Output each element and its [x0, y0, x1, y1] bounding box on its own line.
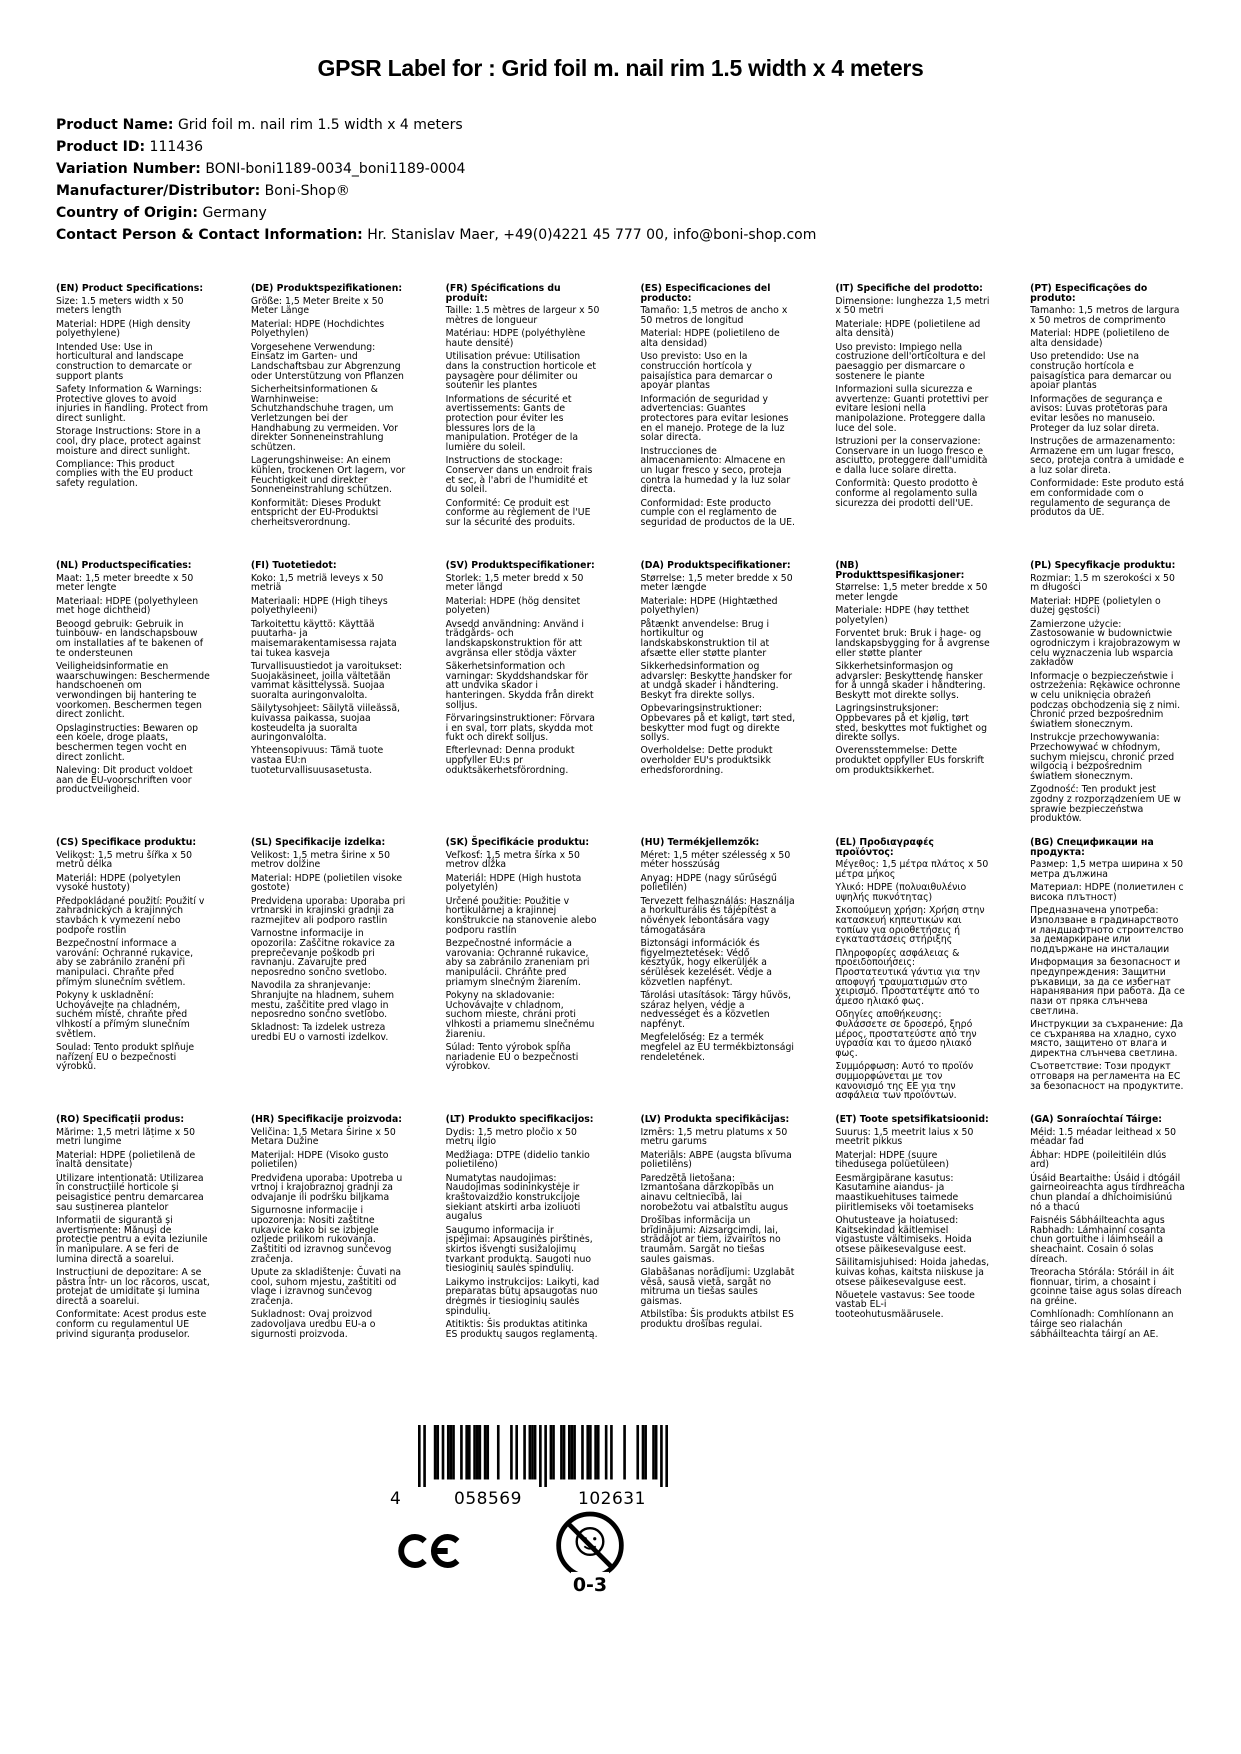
product-info-value: Grid foil m. nail rim 1.5 width x 4 meters [177, 117, 463, 133]
spec-paragraph: Conformité: Ce produit est conforme au règlement de l'UE sur la sécurité des produits. [445, 497, 591, 528]
spec-paragraph: Información de seguridad y advertencias: Guantes protectores para evitar lesiones en el manejo. Protege de la luz solar directa. [640, 393, 789, 444]
spec-paragraph: Säilitamisjuhised: Hoida jahedas, kuivas kohas, kaitsta niiskuse ja otsese päikesevalguse eest. [835, 1257, 990, 1288]
spec-paragraph: Instructions de stockage: Conserver dans un endroit frais et sec, à l'abri de l'humidité et du soleil. [445, 455, 593, 496]
spec-paragraph: Mărime: 1,5 metri lățime x 50 metri lungime [56, 1126, 196, 1148]
spec-heading-bg: (BG) Спецификации на продукта: [1030, 837, 1154, 858]
product-info-label: Product Name: [56, 117, 174, 133]
spec-paragraph: Materiál: HDPE (High hustota polyetylén) [445, 872, 582, 894]
spec-paragraph: Materiāls: ABPE (augsta blīvuma polietilēns) [640, 1149, 792, 1171]
spec-heading-nb: (NB) Produkttspesifikasjoner: [835, 560, 965, 581]
spec-heading-it: (IT) Specifiche del prodotto: [835, 283, 983, 294]
spec-column-da [640, 561, 795, 779]
spec-column-cs [56, 838, 211, 1075]
spec-paragraph: Anyag: HDPE (nagy sűrűségű polietilén) [640, 872, 777, 894]
spec-column-sv [446, 561, 601, 779]
spec-paragraph: Avsedd användning: Använd i trädgårds- och landskapskonstruktion för att avgränsa eller stödja växter [445, 618, 585, 659]
product-info-value: Hr. Stanislav Maer, +49(0)4221 45 777 00, info@boni-shop.com [367, 227, 817, 243]
spec-paragraph: Ohutusteave ja hoiatused: Kaitsekindad käitlemisel vigastuste vältimiseks. Hoida otsese päikesevalguse eest. [835, 1214, 972, 1255]
spec-column-de [251, 284, 406, 531]
spec-paragraph: Predviđena uporaba: Upotreba u vrtnoj i krajobraznoj gradnji za odvajanje ili podršku biljkama [250, 1172, 403, 1203]
spec-paragraph: Sikkerhedsinformation og advarsler: Beskytte handsker for at undgå skader i håndtering. Beskyt fra direkte sollys. [640, 660, 793, 701]
spec-paragraph: Bezpečnostné informácie a varovania: Ochranné rukavice, aby sa zabránilo zraneniam pri manipulácii. Chráňte pred priamym slnečným žiarením. [445, 937, 590, 988]
spec-paragraph: Materiale: HDPE (Hightæthed polyethylen) [640, 595, 778, 617]
product-info-value: Boni-Shop® [264, 183, 350, 199]
spec-paragraph: Tervezett felhasználás: Használja a horkulturális és tájépítést a növények lebontására vagy támogatására [640, 895, 795, 936]
spec-paragraph: Πληροφορίες ασφάλειας & προειδοποιήσεις: Προστατευτικά γάντια για την αποφυγή τραυματισμών στο χειρισμό. Προστατέψτε από το άμεσο ηλιακό φως. [835, 947, 980, 1008]
spec-paragraph: Safety Information & Warnings: Protective gloves to avoid injuries in handling. Protect from direct sunlight. [56, 383, 209, 424]
spec-paragraph: Megfelelőség: Ez a termék megfelel az EU termékbiztonsági rendeletének. [640, 1032, 794, 1063]
spec-paragraph: Nõuetele vastavus: See toode vastab EL-i tooteohutusmäärusele. [835, 1289, 975, 1321]
spec-column-hr [251, 1115, 406, 1343]
spec-paragraph: Materjal: HDPE (suure tihedusega polüetüleen) [835, 1149, 949, 1171]
spec-paragraph: Vorgesehene Verwendung: Einsatz im Garten- und Landschaftsbau zur Abgrenzung oder Unterstützung von Pflanzen [250, 341, 404, 382]
spec-column-nl [56, 561, 211, 798]
spec-paragraph: Zamierzone użycie: Zastosowanie w budownictwie ogrodniczym i krajobrazowym w celu wyznaczenia lub wsparcia zakładów [1030, 618, 1181, 669]
age-warning-icon [552, 1503, 628, 1601]
spec-paragraph: Bezpečnostní informace a varování: Ochranné rukavice, aby se zabránilo zranění při manipulaci. Chraňte před přímým slunečním světlem. [56, 937, 194, 988]
spec-paragraph: Conformitate: Acest produs este conform cu regulamentul UE privind siguranța produselor. [56, 1309, 207, 1340]
gpsr-label-page [0, 55, 1241, 1754]
product-info-row [56, 158, 1241, 180]
spec-heading-sl: (SL) Specifikacije izdelka: [250, 837, 386, 848]
spec-row [56, 838, 1185, 1115]
barcode-digits-group2: 102631 [578, 1489, 646, 1509]
spec-column-ga [1030, 1115, 1185, 1343]
spec-paragraph: Ábhar: HDPE (poileitiléin dlús ard) [1030, 1149, 1167, 1171]
spec-paragraph: Informații de siguranță și avertismente: Mănuși de protecție pentru a evita leziunile în manipulare. A se feri de lumina directă a soarelui. [56, 1214, 208, 1265]
page-title: GPSR Label for : Grid foil m. nail rim 1.5 width x 4 meters [317, 55, 924, 81]
spec-row [56, 284, 1185, 561]
spec-heading-el: (EL) Προδιαγραφές προϊόντος: [835, 837, 934, 858]
spec-paragraph: Instrucțiuni de depozitare: A se păstra într- un loc răcoros, uscat, protejat de umiditate și lumina directă a soarelui. [56, 1266, 210, 1307]
spec-paragraph: Instrukcje przechowywania: Przechowywać w chłodnym, suchym miejscu, chronić przed wilgocią i bezpośrednim światłem słonecznym. [1030, 732, 1175, 783]
spec-paragraph: Beoogd gebruik: Gebruik in tuinbouw- en landschapsbouw om installaties af te bakenen of te ondersteunen [56, 618, 204, 659]
spec-paragraph: Информация за безопасност и предупреждения: Защитни ръкавици, за да се избегнат наранявания при работа. Да се пази от пряка слънчева светлина. [1030, 957, 1185, 1017]
spec-paragraph: Съответствие: Този продукт отговаря на регламента на ЕС за безопасност на продуктите. [1030, 1061, 1184, 1092]
spec-paragraph: Intended Use: Use in horticultural and landscape construction to demarcate or support plants [56, 341, 192, 382]
ce-mark-icon [398, 1523, 466, 1579]
spec-paragraph: Инструкции за съхранение: Да се съхранява на хладно, сухо място, защитено от влага и директна слънчева светлина. [1030, 1018, 1184, 1060]
spec-heading-lt: (LT) Produkto specifikacijos: [445, 1114, 594, 1125]
spec-paragraph: Informacje o bezpieczeństwie i ostrzeżenia: Rękawice ochronne w celu uniknięcia obrażeń podczas obchodzenia się z nimi. Chronić przed bezpośrednim światłem słonecznym. [1030, 670, 1181, 731]
spec-paragraph: Eesmärgipärane kasutus: Kasutamine aiandus- ja maastikuehituses taimede piiritlemiseks või toetamiseks [835, 1172, 974, 1213]
spec-column-fi [251, 561, 406, 779]
spec-paragraph: Maat: 1,5 meter breedte x 50 meter lengte [56, 572, 194, 594]
spec-paragraph: Laikymo instrukcijos: Laikyti, kad preparatas būtų apsaugotas nuo drėgmės ir tiesioginių saulės spindulių. [445, 1276, 600, 1317]
spec-heading-hu: (HU) Termékjellemzők: [640, 837, 760, 848]
spec-paragraph: Conformità: Questo prodotto è conforme al regolamento sulla sicurezza dei prodotti dell'UE. [835, 478, 978, 509]
product-info-row [56, 202, 1241, 224]
spec-paragraph: Material: HDPE (Hochdichtes Polyethylen) [250, 318, 385, 340]
spec-paragraph: Σκοπούμενη χρήση: Χρήση στην κατασκευή κηπευτικών και τοπίων για οριοθετήσεις ή εγκαταστάσεις στήριξης [835, 905, 985, 946]
spec-paragraph: Material: HDPE (polietileno de alta densidade) [1030, 328, 1170, 350]
spec-paragraph: Koko: 1,5 metriä leveys x 50 metriä [250, 572, 384, 594]
spec-column-fr [446, 284, 601, 531]
spec-paragraph: Numatytas naudojimas: Naudojimas sodininkystėje ir kraštovaizdžio konstrukcijoje siekiant atskirti arba izoliuoti augalus [445, 1172, 581, 1223]
footer [0, 1415, 1241, 1655]
product-info-row [56, 224, 1241, 246]
spec-paragraph: Skladnost: Ta izdelek ustreza uredbi EU o varnosti izdelkov. [250, 1022, 389, 1044]
spec-paragraph: Yhteensopivuus: Tämä tuote vastaa EU:n tuoteturvallisuusasetusta. [250, 745, 384, 776]
spec-paragraph: Suurus: 1,5 meetrit laius x 50 meetrit pikkus [835, 1126, 974, 1148]
spec-paragraph: Material: HDPE (polietilenă de înaltă densitate) [56, 1149, 196, 1171]
spec-paragraph: Opbevaringsinstruktioner: Opbevares på et køligt, tørt sted, beskytter mod fugt og direkte sollys. [640, 703, 796, 744]
spec-column-pl [1030, 561, 1185, 828]
spec-paragraph: Storage Instructions: Store in a cool, dry place, protect against moisture and direct sunlight. [56, 426, 201, 457]
spec-heading-de: (DE) Produktspezifikationen: [250, 283, 403, 294]
spec-paragraph: Größe: 1,5 Meter Breite x 50 Meter Länge [250, 295, 384, 317]
product-info-row [56, 180, 1241, 202]
spec-paragraph: Tárolási utasítások: Tárgy hűvös, száraz helyen, védje a nedvességet és a közvetlen napfényt. [640, 989, 791, 1030]
barcode-digit-left: 4 [390, 1489, 402, 1509]
spec-paragraph: Материал: HDPE (полиетилен с висока плътност) [1030, 882, 1184, 904]
spec-paragraph: Istruzioni per la conservazione: Conservare in un luogo fresco e asciutto, proteggere dall'umidità e dalla luce solare diretta. [835, 435, 988, 476]
spec-paragraph: Sikkerhetsinformasjon og advarsler: Beskyttende hansker for å unngå skader i håndtering. Beskytt mot direkte sollys. [835, 660, 986, 701]
spec-heading-nl: (NL) Productspecificaties: [56, 560, 192, 571]
specs-grid [0, 284, 1241, 1415]
spec-paragraph: Οδηγίες αποθήκευσης: Φυλάσσετε σε δροσερό, ξηρό μέρος, προστατεύστε από την υγρασία και το άμεσο ηλιακό φως. [835, 1009, 977, 1060]
product-info-row [56, 114, 1241, 136]
spec-paragraph: Uso pretendido: Use na construção hortícola e paisagística para demarcar ou apoiar plantas [1030, 351, 1172, 392]
spec-heading-hr: (HR) Specifikacije proizvoda: [250, 1114, 402, 1125]
spec-column-et [835, 1115, 990, 1323]
spec-paragraph: Utilisation prévue: Utilisation dans la construction horticole et paysagère pour délimiter ou soutenir les plantes [445, 351, 597, 392]
spec-paragraph: Compliance: This product complies with the EU product safety regulation. [56, 458, 193, 490]
spec-heading-sk: (SK) Špecifikácie produktu: [445, 837, 590, 848]
spec-paragraph: Sigurnosne informacije i upozorenja: Nositi zaštitne rukavice kako bi se izbjegle ozljede prilikom rukovanja. Zaštititi od izravnog sunčevog zračenja. [250, 1205, 392, 1265]
spec-column-bg [1030, 838, 1185, 1095]
spec-heading-lv: (LV) Produkta specifikācijas: [640, 1114, 790, 1125]
spec-paragraph: Material: HDPE (polietilen visoke gostote) [250, 872, 403, 894]
spec-paragraph: Påtænkt anvendelse: Brug i hortikultur og landskabskonstruktion til at afsætte eller støtte planter [640, 618, 770, 659]
spec-column-nb [835, 561, 990, 779]
spec-paragraph: Utilizare intenționată: Utilizarea în construcțiile horticole și peisagistice pentru demarcarea sau susținerea plantelor [56, 1172, 204, 1213]
spec-paragraph: Biztonsági információk és figyelmeztetések: Védő kesztyűk, hogy elkerüljék a sérülések kezelését. Védje a közvetlen napfényt. [640, 937, 772, 988]
spec-column-hu [640, 838, 795, 1066]
spec-paragraph: Overensstemmelse: Dette produktet oppfyller EUs forskrift om produktsikkerhet. [835, 745, 985, 776]
spec-paragraph: Atitiktis: Šis produktas atitinka ES produktų saugos reglamentą. [445, 1318, 598, 1340]
spec-heading-pl: (PL) Specyfikacje produktu: [1030, 560, 1176, 571]
spec-paragraph: Størrelse: 1,5 meter bredde x 50 meter lengde [835, 582, 988, 604]
spec-paragraph: Informations de sécurité et avertissements: Gants de protection pour éviter les blessures lors de la manipulation. Protéger de la lumière du soleil. [445, 393, 579, 454]
spec-paragraph: Tarkoitettu käyttö: Käyttää puutarha- ja maisemarakentamisessa rajata tai tukea kasveja [250, 618, 397, 659]
spec-row [56, 1115, 1185, 1415]
spec-paragraph: Lagerungshinweise: An einem kühlen, trockenen Ort lagern, vor Feuchtigkeit und direkter Sonneneinstrahlung schützen. [250, 455, 406, 496]
spec-heading-da: (DA) Produktspecifikationer: [640, 560, 791, 571]
product-info-label: Product ID: [56, 139, 146, 155]
spec-paragraph: Conformidad: Este producto cumple con el reglamento de seguridad de productos de la UE. [640, 497, 795, 528]
spec-paragraph: Předpokládané použití: Použití v zahradnických a krajinných stavbách k vymezení nebo podpoře rostlin [56, 895, 205, 936]
spec-paragraph: Size: 1.5 meters width x 50 meters length [56, 295, 184, 317]
product-info-label: Country of Origin: [56, 205, 198, 221]
spec-paragraph: Υλικό: HDPE (πολυαιθυλένιο υψηλής πυκνότητας) [835, 882, 967, 904]
spec-column-it [835, 284, 990, 512]
spec-paragraph: Zgodność: Ten produkt jest zgodny z rozporządzeniem UE w sprawie bezpieczeństwa produktów. [1030, 784, 1181, 825]
spec-paragraph: Предназначена употреба: Използване в градинарството и ландшафтното строителство за демаркиране или поддържане на инсталации [1030, 905, 1184, 956]
spec-paragraph: Treoracha Stórála: Stóráil in áit fionnuar, tirim, a chosaint i gcoinne taise agus solas díreach na gréine. [1030, 1266, 1182, 1307]
spec-column-ro [56, 1115, 211, 1343]
spec-paragraph: Veličina: 1,5 Metara Širine x 50 Metara Dužine [250, 1126, 396, 1148]
spec-paragraph: Conformidade: Este produto está em conformidade com o regulamento de segurança de produtos da UE. [1030, 478, 1185, 519]
product-info-value: Germany [202, 205, 267, 221]
spec-paragraph: Uso previsto: Uso en la construcción hortícola y paisajística para demarcar o apoyar plantas [640, 351, 773, 392]
spec-paragraph: Uso previsto: Impiego nella costruzione dell'orticoltura e del paesaggio per dismarcare o sostenere le piante [835, 341, 986, 382]
spec-heading-fi: (FI) Tuotetiedot: [250, 560, 337, 571]
spec-paragraph: Navodila za shranjevanje: Shranjujte na hladnem, suhem mestu, zaščitite pred vlago in neposredno sončno svetlobo. [250, 980, 395, 1021]
spec-paragraph: Forventet bruk: Bruk i hage- og landskapsbygging for å avgrense eller støtte planter [835, 628, 990, 659]
spec-column-sk [446, 838, 601, 1075]
spec-paragraph: Úsáid Beartaithe: Úsáid i dtógáil gairneoireachta agus tírdhreacha chun plandaí a dhíchoimisiúnú nó a thacú [1030, 1172, 1185, 1213]
spec-column-el [835, 838, 990, 1105]
spec-column-es [640, 284, 795, 531]
spec-paragraph: Material: HDPE (High density polyethylene) [56, 318, 191, 340]
spec-paragraph: Material: HDPE (polietileno de alta densidad) [640, 328, 780, 350]
spec-paragraph: Určené použitie: Použitie v hortikulárnej a krajinnej konštrukcie na stanovenie alebo podporu rastlín [445, 895, 597, 936]
spec-paragraph: Saugumo informacija ir įspėjimai: Apsauginės pirštinės, skirtos išvengti susižalojimų tvarkant produktą. Saugoti nuo tiesioginių saulės spindulių. [445, 1224, 593, 1275]
spec-heading-cs: (CS) Specifikace produktu: [56, 837, 197, 848]
spec-paragraph: Velikost: 1,5 metru šířka x 50 metrů délka [56, 849, 193, 871]
product-info-value: 111436 [149, 139, 203, 155]
spec-paragraph: Comhlíonadh: Comhlíonann an táirge seo rialachán sábháilteachta táirgí an AE. [1030, 1309, 1174, 1340]
spec-paragraph: Atbilstība: Šis produkts atbilst ES produktu drošības regulai. [640, 1309, 794, 1330]
spec-paragraph: Storlek: 1,5 meter bredd x 50 meter längd [445, 572, 584, 594]
spec-heading-pt: (PT) Especificações do produto: [1030, 283, 1148, 304]
spec-paragraph: Veľkosť: 1,5 metra šírka x 50 metrov dĺžka [445, 849, 580, 871]
spec-heading-es: (ES) Especificaciones del producto: [640, 283, 771, 304]
spec-paragraph: Säilytysohjeet: Säilytä viileässä, kuivassa paikassa, suojaa kosteudelta ja suoralta auringonvalolta. [250, 703, 400, 744]
spec-paragraph: Instrucciones de almacenamiento: Almacene en un lugar fresco y seco, proteja contra la humedad y la luz solar directa. [640, 445, 791, 496]
spec-paragraph: Размер: 1,5 метра ширина x 50 метра дължина [1030, 859, 1184, 881]
spec-paragraph: Méid: 1.5 méadar leithead x 50 méadar fad [1030, 1126, 1177, 1148]
spec-paragraph: Størrelse: 1,5 meter bredde x 50 meter længde [640, 572, 793, 594]
spec-paragraph: Taille: 1.5 mètres de largeur x 50 mètres de longueur [445, 305, 600, 327]
spec-paragraph: Predvidena uporaba: Uporaba pri vrtnarski in krajinski gradnji za razmejitev ali podporo rastlin [250, 895, 406, 926]
spec-paragraph: Rozmiar: 1.5 m szerokości x 50 m długości [1030, 572, 1175, 594]
barcode-digits-group1: 058569 [454, 1489, 522, 1509]
spec-column-sl [251, 838, 406, 1046]
spec-paragraph: Material: HDPE (hög densitet polyeten) [445, 595, 581, 617]
spec-paragraph: Súlad: Tento výrobok spĺňa nariadenie EÚ o bezpečnosti výrobkov. [445, 1041, 579, 1073]
spec-paragraph: Velikost: 1,5 metra širine x 50 metrov dolžine [250, 849, 390, 871]
spec-paragraph: Materijal: HDPE (Visoko gusto polietilen) [250, 1149, 389, 1171]
spec-column-lv [640, 1115, 795, 1333]
spec-paragraph: Naleving: Dit product voldoet aan de EU-voorschriften voor productveiligheid. [56, 764, 193, 796]
spec-paragraph: Tamanho: 1,5 metros de largura x 50 metros de comprimento [1030, 305, 1180, 327]
spec-paragraph: Varnostne informacije in opozorila: Zaščitne rokavice za preprečevanje poškodb pri ravnanju. Zavarujte pred neposredno sončno svetlobo. [250, 928, 395, 978]
spec-paragraph: Drošības informācija un brīdinājumi: Aizsargcimdi, lai, strādājot ar tiem, izvairītos no traumām. Sargāt no tiešas saules gaismas. [640, 1214, 781, 1265]
spec-paragraph: Materiaali: HDPE (High tiheys polyethyleeni) [250, 595, 388, 617]
age-warning-label: 0-3 [572, 1573, 608, 1596]
spec-paragraph: Informações de segurança e avisos: Luvas protetoras para evitar lesões no manuseio. Proteger da luz solar direta. [1030, 393, 1168, 434]
spec-heading-et: (ET) Toote spetsifikatsioonid: [835, 1114, 989, 1125]
spec-column-en [56, 284, 211, 492]
spec-paragraph: Μέγεθος: 1,5 μέτρα πλάτος x 50 μέτρα μήκος [835, 859, 989, 881]
product-info-label: Manufacturer/Distributor: [56, 183, 261, 199]
product-info [56, 114, 1241, 246]
spec-paragraph: Overholdelse: Dette produkt overholder EU's produktsikk erhedsforordning. [640, 745, 773, 776]
spec-heading-ga: (GA) Sonraíochtaí Táirge: [1030, 1114, 1162, 1125]
spec-paragraph: Upute za skladištenje: Čuvati na cool, suhom mjestu, zaštititi od vlage i izravnog sunčevog zračenja. [250, 1266, 402, 1307]
spec-paragraph: Tamaño: 1,5 metros de ancho x 50 metros de longitud [640, 305, 788, 327]
spec-paragraph: Materiał: HDPE (polietylen o dużej gęstości) [1030, 595, 1161, 617]
spec-heading-fr: (FR) Spécifications du produit: [445, 283, 561, 304]
spec-paragraph: Konformität: Dieses Produkt entspricht der EU-Produktsi cherheitsverordnung. [250, 497, 381, 528]
barcode [418, 1425, 668, 1487]
spec-paragraph: Materiaal: HDPE (polyethyleen met hoge dichtheid) [56, 595, 199, 617]
spec-heading-ro: (RO) Specificații produs: [56, 1114, 185, 1125]
spec-paragraph: Informazioni sulla sicurezza e avvertenze: Guanti protettivi per evitare lesioni nella manipolazione. Proteggere dalla luce del sole. [835, 383, 989, 434]
spec-paragraph: Paredzētā lietošana: Izmantošana dārzkopībās un ainavu celtniecībā, lai norobežotu vai atbalstītu augus [640, 1172, 789, 1213]
product-info-label: Contact Person & Contact Information: [56, 227, 363, 243]
spec-paragraph: Efterlevnad: Denna produkt uppfyller EU:s pr oduktsäkerhetsförordning. [445, 745, 575, 776]
spec-paragraph: Materiál: HDPE (polyetylen vysoké hustoty) [56, 872, 181, 894]
spec-paragraph: Pokyny k uskladnění: Uchovávejte na chladném, suchém místě, chraňte před vlhkostí a přímým slunečním světlem. [56, 989, 190, 1040]
spec-paragraph: Veiligheidsinformatie en waarschuwingen: Beschermende handschoenen om verwondingen bij hantering te voorkomen. Beschermen tegen direct zonlicht. [56, 660, 210, 721]
spec-paragraph: Opslaginstructies: Bewaren op een koele, droge plaats, beschermen tegen vocht en direct zonlicht. [56, 722, 199, 763]
spec-paragraph: Dydis: 1,5 metro pločio x 50 metrų ilgio [445, 1126, 577, 1148]
spec-paragraph: Συμμόρφωση: Αυτό το προϊόν συμμορφώνεται με τον κανονισμό της ΕΕ για την ασφάλεια των προϊόντων. [835, 1061, 974, 1102]
spec-paragraph: Sukladnost: Ovaj proizvod zadovoljava uredbu EU-a o sigurnosti proizvoda. [250, 1309, 376, 1340]
spec-heading-en: (EN) Product Specifications: [56, 283, 204, 294]
spec-column-pt [1030, 284, 1185, 521]
spec-paragraph: Soulad: Tento produkt splňuje nařízení EU o bezpečnosti výrobků. [56, 1041, 195, 1073]
spec-paragraph: Förvaringsinstruktioner: Förvara i en sval, torr plats, skydda mot fukt och direkt solljus. [445, 712, 596, 744]
spec-paragraph: Säkerhetsinformation och varningar: Skyddshandskar för att undvika skador i hanteringen. Skydda från direkt solljus. [445, 660, 594, 711]
spec-paragraph: Izmērs: 1,5 metru platums x 50 metru garums [640, 1126, 788, 1148]
product-info-value: BONI-boni1189-0034_boni1189-0004 [205, 161, 466, 177]
spec-paragraph: Lagringsinstruksjoner: Oppbevares på et kjølig, tørt sted, beskyttes mot fuktighet og direkte sollys. [835, 703, 988, 744]
spec-row [56, 561, 1185, 838]
spec-paragraph: Sicherheitsinformationen & Warnhinweise: Schutzhandschuhe tragen, um Verletzungen bei der Handhabung zu vermeiden. Vor direkter Sonneneinstrahlung schützen. [250, 383, 398, 454]
spec-paragraph: Instruções de armazenamento: Armazene em um lugar fresco, seco, proteja contra a umidade e a luz solar direta. [1030, 435, 1185, 476]
spec-column-lt [446, 1115, 601, 1343]
spec-paragraph: Faisnéis Sábháilteachta agus Rabhadh: Lámhainní cosanta chun gortuithe i láimhseáil a sheachaint. Cosain ó solas díreach. [1030, 1214, 1166, 1265]
product-info-label: Variation Number: [56, 161, 201, 177]
spec-paragraph: Pokyny na skladovanie: Uchovávajte v chladnom, suchom mieste, chráni proti vlhkosti a priamemu slnečnému žiareniu. [445, 989, 595, 1040]
spec-paragraph: Materiale: HDPE (polietilene ad alta densità) [835, 318, 981, 340]
spec-paragraph: Turvallisuustiedot ja varoitukset: Suojakäsineet, joilla vältetään vammat käsittelyssä. Suojaa suoralta auringonvalolta. [250, 660, 402, 701]
spec-paragraph: Méret: 1,5 méter szélesség x 50 méter hosszúság [640, 849, 791, 871]
product-info-row [56, 136, 1241, 158]
spec-paragraph: Medžiaga: DTPE (didelio tankio polietileno) [445, 1149, 590, 1171]
spec-paragraph: Matériau: HDPE (polyéthylène haute densité) [445, 328, 586, 350]
spec-paragraph: Dimensione: lunghezza 1,5 metri x 50 metri [835, 295, 990, 317]
spec-heading-sv: (SV) Produktspecifikationer: [445, 560, 595, 571]
spec-paragraph: Materiale: HDPE (høy tetthet polyetylen) [835, 605, 970, 627]
spec-paragraph: Glabāšanas norādījumi: Uzglabāt vēsā, sausā vietā, sargāt no mitruma un tiešas saules gaismas. [640, 1266, 795, 1307]
